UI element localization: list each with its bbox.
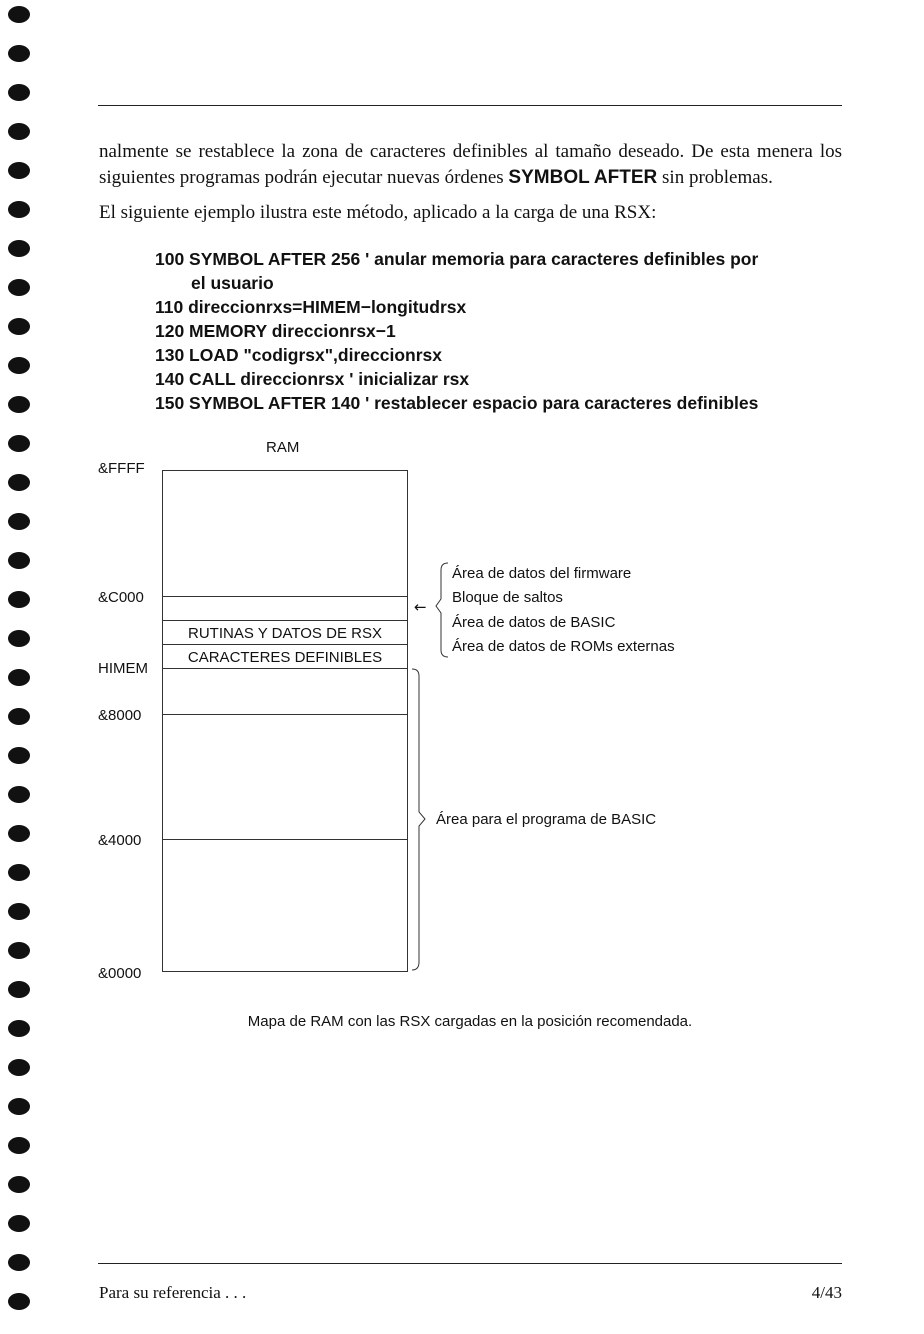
address-label: &8000: [98, 707, 142, 724]
keyword: SYMBOL AFTER: [508, 167, 658, 188]
region-label: Área de datos de BASIC: [452, 614, 616, 631]
code-line: 130 LOAD "codigrsx",direccionrsx: [155, 345, 442, 365]
code-line: 100 SYMBOL AFTER 256 ' anular memoria para caracteres definibles por: [155, 249, 759, 269]
code-line: 120 MEMORY direccionrsx−1: [155, 321, 396, 341]
region-label-basic: Área para el programa de BASIC: [436, 811, 657, 828]
region-label: Área de datos del firmware: [452, 565, 632, 582]
code-line: 150 SYMBOL AFTER 140 ' restablecer espacio para caracteres definibles: [155, 393, 759, 413]
text-run: sin problemas.: [657, 167, 773, 188]
block-characters: CARACTERES DEFINIBLES: [187, 649, 383, 666]
diagram-title: RAM: [266, 439, 300, 456]
address-label: &FFFF: [98, 460, 145, 477]
text-run: nalmente se restablece la zona de caracteres definibles al tamaño deseado. De esta menera los siguientes programas podrán ejecutar nuevas órdenes: [99, 141, 842, 188]
block-rsx: RUTINAS Y DATOS DE RSX: [188, 625, 382, 642]
page-number: 4/43: [811, 1283, 842, 1302]
footer-left: Para su referencia . . .: [99, 1283, 247, 1302]
region-label: Bloque de saltos: [452, 589, 563, 606]
address-label: &C000: [98, 589, 144, 606]
address-label: &0000: [98, 965, 142, 982]
address-label: HIMEM: [98, 660, 148, 677]
footer-rule: [98, 1263, 842, 1264]
region-label: Área de datos de ROMs externas: [452, 638, 675, 655]
figure-caption: Mapa de RAM con las RSX cargadas en la posición recomendada.: [247, 1013, 693, 1030]
address-label: &4000: [98, 832, 142, 849]
arrow-left-icon: ←: [414, 598, 427, 616]
code-line: 110 direccionrxs=HIMEM−longitudrsx: [155, 297, 467, 317]
paragraph-2: El siguiente ejemplo ilustra este método, aplicado a la carga de una RSX:: [99, 202, 657, 223]
code-line: 140 CALL direccionrsx ' inicializar rsx: [155, 369, 470, 389]
code-line: el usuario: [191, 273, 274, 293]
